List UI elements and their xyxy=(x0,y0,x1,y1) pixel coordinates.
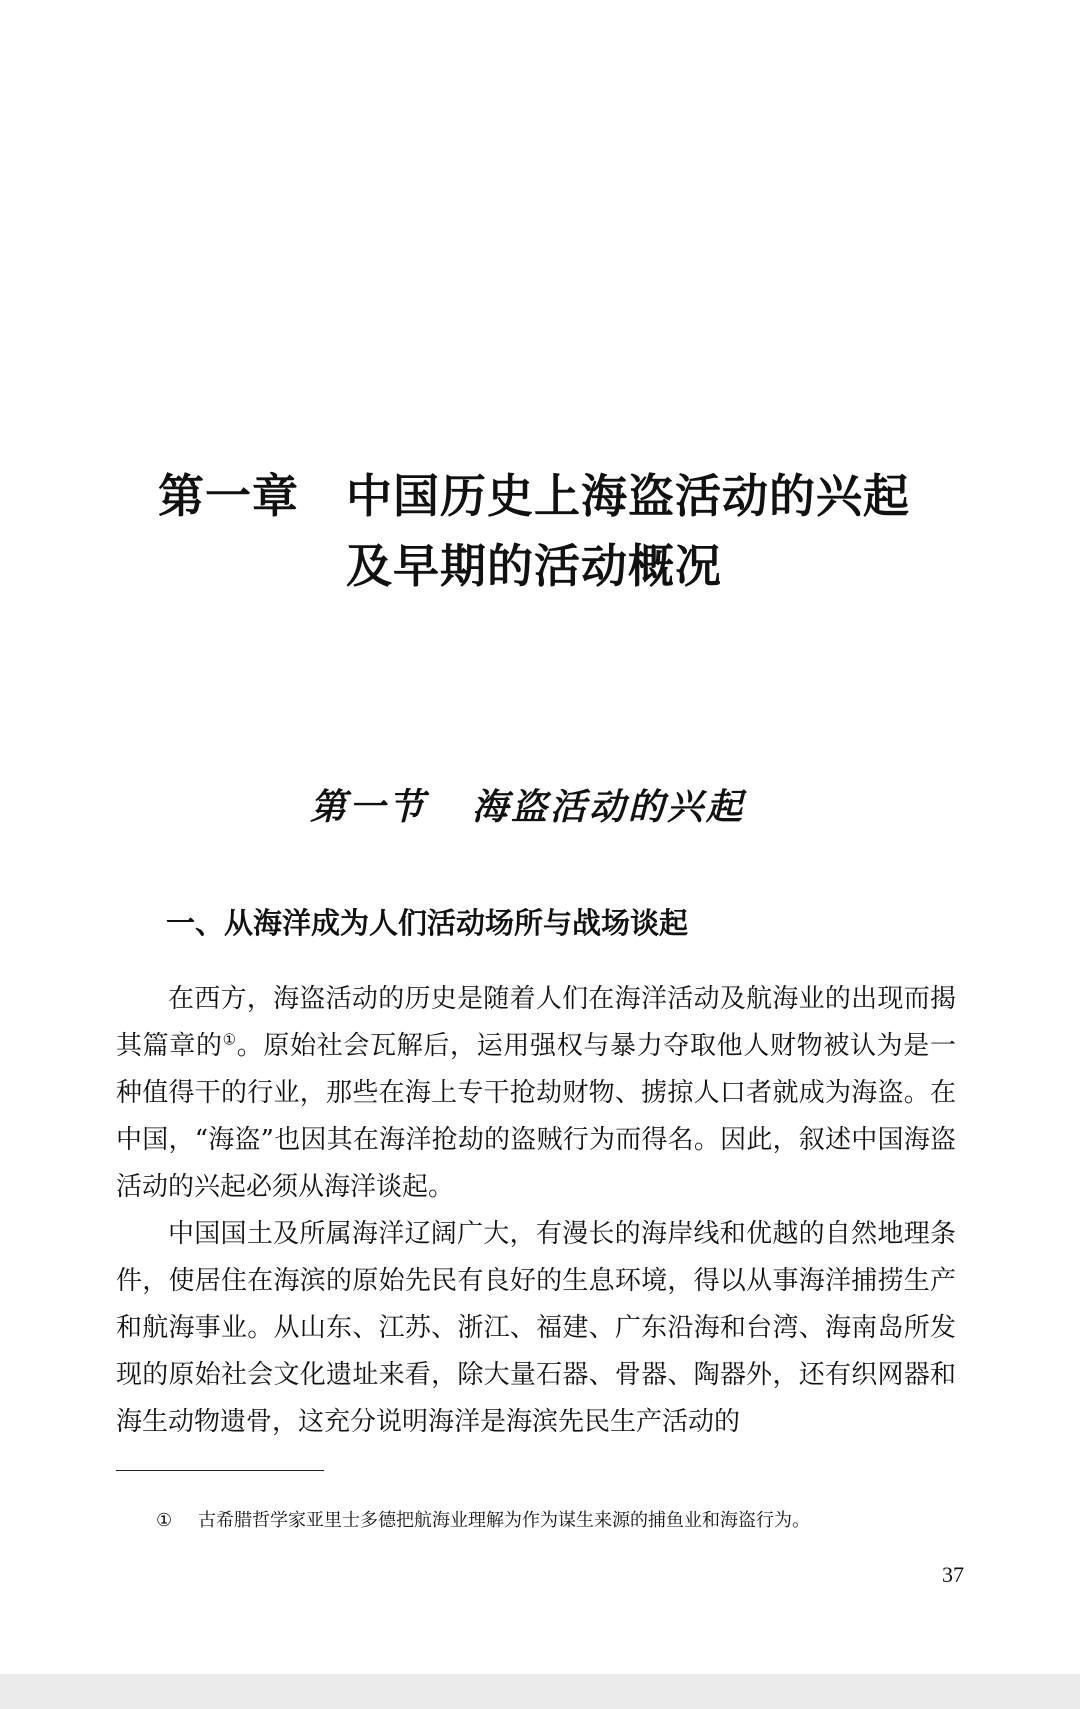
chapter-title-text: 中国历史上海盗活动的兴起 xyxy=(346,469,910,523)
page-number: 37 xyxy=(942,1562,964,1587)
footnote-divider xyxy=(116,1470,324,1471)
paragraph-1-text-before-ref: 在西方，海盗活动的历史是随着人们在海洋活动及航海业的出现而揭其篇章的 xyxy=(116,984,956,1061)
subsection-title: 一、从海洋成为人们活动场所与战场谈起 xyxy=(166,906,689,940)
paragraph-1 xyxy=(116,976,956,1211)
footnote-reference[interactable]: ① xyxy=(222,1030,237,1049)
footnote xyxy=(156,1507,956,1535)
footnote-text: 古希腊哲学家亚里士多德把航海业理解为作为谋生来源的捕鱼业和海盗行为。 xyxy=(198,1510,810,1531)
section-title-text: 海盗活动的兴起 xyxy=(472,786,746,828)
chapter-label: 第一章 xyxy=(158,469,299,523)
section-title xyxy=(310,782,745,832)
footnote-marker: ① xyxy=(156,1510,173,1531)
chapter-title-line1 xyxy=(158,462,910,530)
chapter-title-line2: 及早期的活动概况 xyxy=(346,539,722,593)
paragraph-2: 中国国土及所属海洋辽阔广大，有漫长的海岸线和优越的自然地理条件，使居住在海滨的原始先民有良好的生息环境，得以从事海洋捕捞生产和航海事业。从山东、江苏、浙江、福建、广东沿海和台湾、海南岛所发现的原始社会文化遗址来看，除大量石器、骨器、陶器外，还有织网器和海生动物遗骨，这充分说明海洋是海滨先民生产活动的 xyxy=(116,1219,956,1437)
paragraph-1-text-after-ref: 。原始社会瓦解后，运用强权与暴力夺取他人财物被认为是一种值得干的行业，那些在海上专干抢劫财物、掳掠人口者就成为海盗。在中国，“海盗”也因其在海洋抢劫的盗贼行为而得名。因此，叙述中国海盗活动的兴起必须从海洋谈起。 xyxy=(116,1031,956,1202)
body-text xyxy=(116,976,956,1446)
section-label: 第一节 xyxy=(310,786,428,828)
bottom-edge-bar xyxy=(0,1674,1080,1709)
